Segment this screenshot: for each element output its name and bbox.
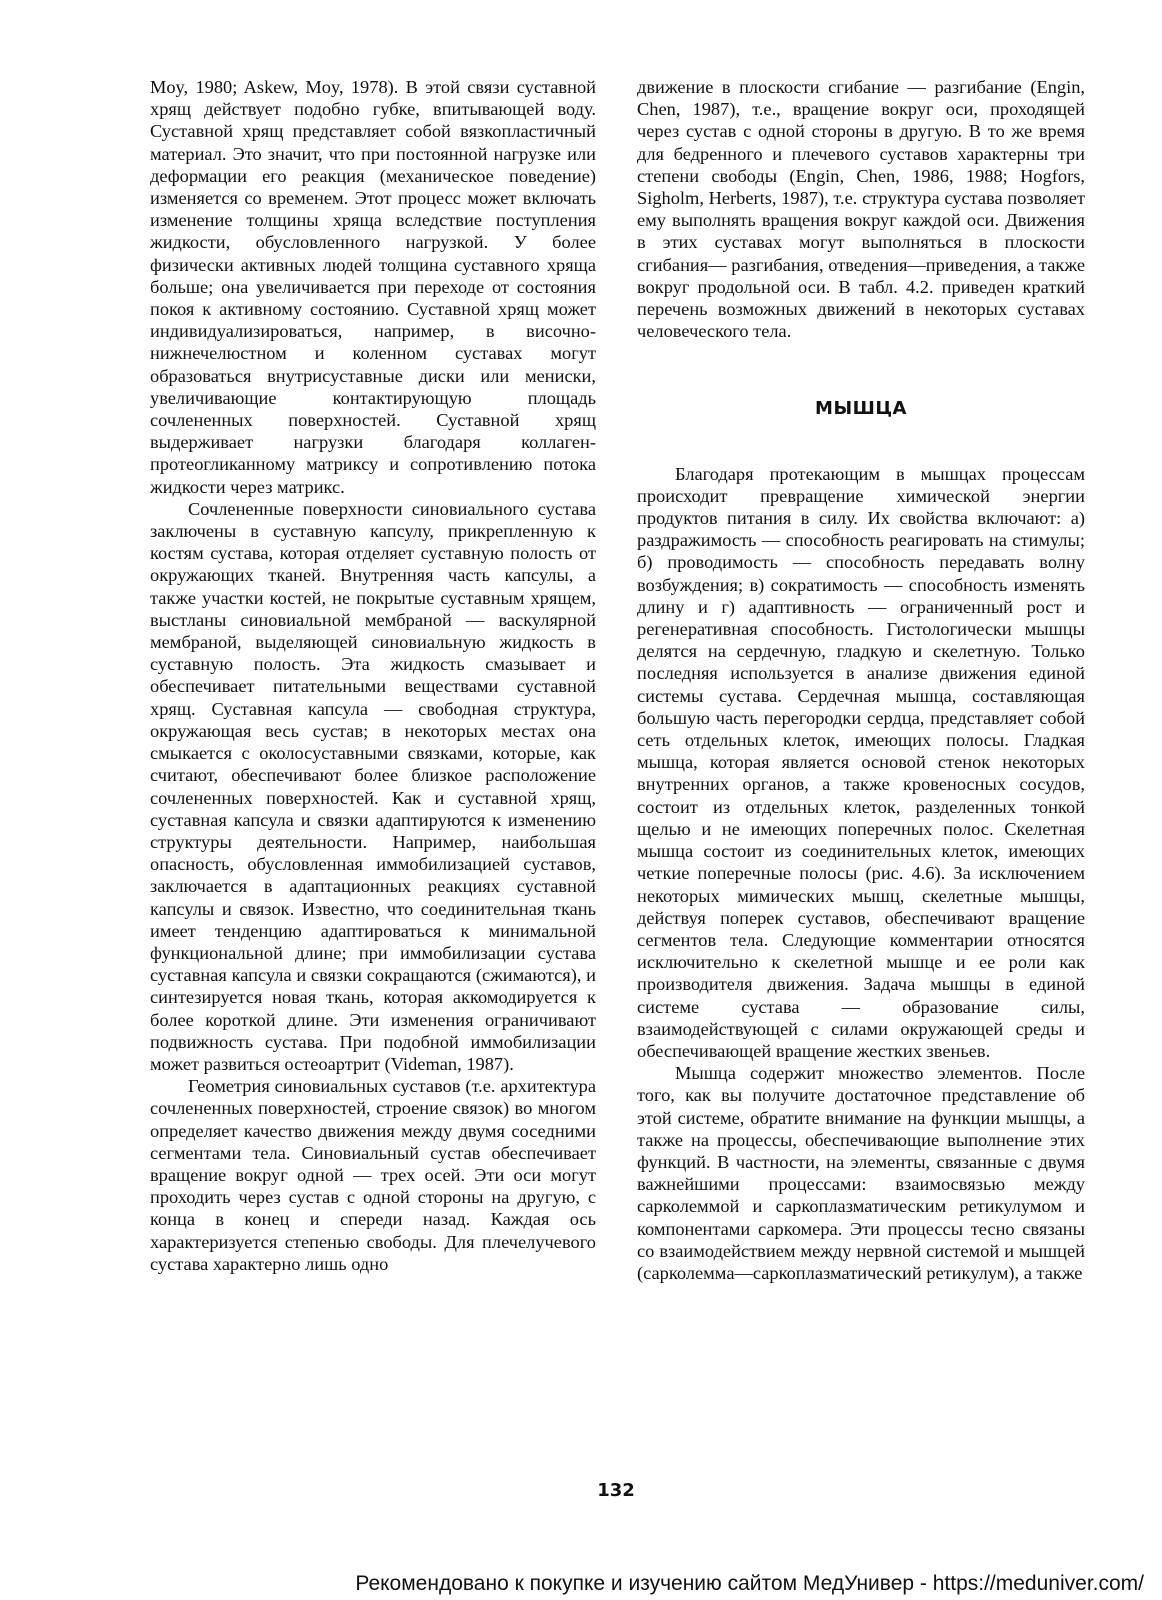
paragraph: Мышца содержит множество элементов. После того, как вы получите достаточное представление об этой системе, обратите внимание на функции мышцы, а также на процессы, обеспечивающие выполнение этих функций. В частности, на элементы, связанные с двумя важнейшими процессами: взаимосвязью между сарколеммой и саркоплазматическим ретикулумом и компонентами саркомера. Эти процессы тесно связаны со взаимодействием между нервной системой и мышцей (сарколемма—саркоплазматический ретикулум), а также — [637, 1063, 1085, 1283]
paragraph: Благодаря протекающим в мышцах процессам происходит превращение химической энергии продуктов питания в силу. Их свойства включают: а) раздражимость — способность реагировать на стимулы; б) проводимость — способность передавать волну возбуждения; в) сократимость — способность изменять длину и г) адаптивность — ограниченный рост и регенеративная способность. Гистологически мышцы делятся на сердечную, гладкую и скелетную. Только последняя используется в анализе движения единой системы сустава. Сердечная мышца, составляющая большую часть перегородки сердца, представляет собой сеть отдельных клеток, имеющих полосы. Гладкая мышца, которая является основой стенок некоторых внутренних органов, а также кровеносных сосудов, состоит из отдельных клеток, разделенных тонкой щелью и не имеющих поперечных полос. Скелетная мышца состоит из соединительных клеток, имеющих четкие поперечные полосы (рис. 4.6). За исключением некоторых мимических мышц, скелетные мышцы, действуя поперек суставов, обеспечивают вращение сегментов тела. Следующие комментарии относятся исключительно к скелетной мышце и ее роли как производителя движения. Задача мышцы в единой системе сустава — образование силы, взаимодействующей с силами окружающей среды и обеспечивающей вращение жестких звеньев. — [637, 463, 1085, 1061]
paragraph: движение в плоскости сгибание — разгибание (Engin, Chen, 1987), т.е., вращение вокруг оси, проходящей через сустав с одной стороны в другую. В то же время для бедренного и плечевого суставов характерны три степени свободы (Engin, Chen, 1986, 1988; Hogfors, Sigholm, Herberts, 1987), т.е. структура сустава позволяет ему выполнять вращения вокруг каждой оси. Движения в этих суставах могут выполняться в плоскости сгибания— разгибания, отведения—приведения, а также вокруг продольной оси. В табл. 4.2. приведен краткий перечень возможных движений в некоторых суставах человеческого тела. — [637, 77, 1085, 342]
page-number: 132 — [597, 1480, 635, 1501]
left-column — [150, 76, 596, 1275]
right-column — [637, 76, 1085, 1284]
paragraph: Moy, 1980; Askew, Moy, 1978). В этой связи суставной хрящ действует подобно губке, впитывающей воду. Суставной хрящ представляет собой вязкопластичный материал. Это значит, что при постоянной нагрузке или деформации его реакция (механическое поведение) изменяется со временем. Этот процесс может включать изменение толщины хряща вследствие поступления жидкости, обусловленного нагрузкой. У более физически активных людей толщина суставного хряща больше; она увеличивается при переходе от состояния покоя к активному состоянию. Суставной хрящ может индивидуализироваться, например, в височно-нижнечелюстном и коленном суставах могут образоваться внутрисуставные диски или мениски, увеличивающие контактирующую площадь сочлененных поверхностей. Суставной хрящ выдерживает нагрузки благодаря коллаген-протеогликанному матриксу и сопротивлению потока жидкости через матрикс. — [150, 77, 596, 497]
section-heading: МЫШЦА — [815, 398, 907, 420]
paragraph: Геометрия синовиальных суставов (т.е. архитектура сочлененных поверхностей, строение связок) во многом определяет качество движения между двумя соседними сегментами тела. Синовиальный сустав обеспечивает вращение вокруг одной — трех осей. Эти оси могут проходить через сустав с одной стороны на другую, с конца в конец и спереди назад. Каждая ось характеризуется степенью свободы. Для плечелучевого сустава характерно лишь одно — [150, 1076, 596, 1274]
paragraph: Сочлененные поверхности синовиального сустава заключены в суставную капсулу, прикрепленную к костям сустава, которая отделяет суставную полость от окружающих тканей. Внутренняя часть капсулы, а также участки костей, не покрытые суставным хрящем, выстланы синовиальной мембраной — васкулярной мембраной, выделяющей синовиальную жидкость в суставную полость. Эта жидкость смазывает и обеспечивает питательными веществами суставной хрящ. Суставная капсула — свободная структура, окружающая весь сустав; в некоторых местах она смыкается с околосуставными связками, которые, как считают, обеспечивают более близкое расположение сочлененных поверхностей. Как и суставной хрящ, суставная капсула и связки адаптируются к изменению структуры деятельности. Например, наибольшая опасность, обусловленная иммобилизацией суставов, заключается в адаптационных реакциях суставной капсулы и связок. Известно, что соединительная ткань имеет тенденцию адаптироваться к минимальной функциональной длине; при иммобилизации сустава суставная капсула и связки сокращаются (сжимаются), и синтезируется новая ткань, которая аккомодируется к более короткой длине. Эти изменения ограничивают подвижность сустава. При подобной иммобилизации может развиться остеоартрит (Videman, 1987). — [150, 498, 596, 1074]
footer-watermark: Рекомендовано к покупке и изучению сайтом МедУнивер - https://meduniver.com/ — [355, 1572, 1144, 1595]
